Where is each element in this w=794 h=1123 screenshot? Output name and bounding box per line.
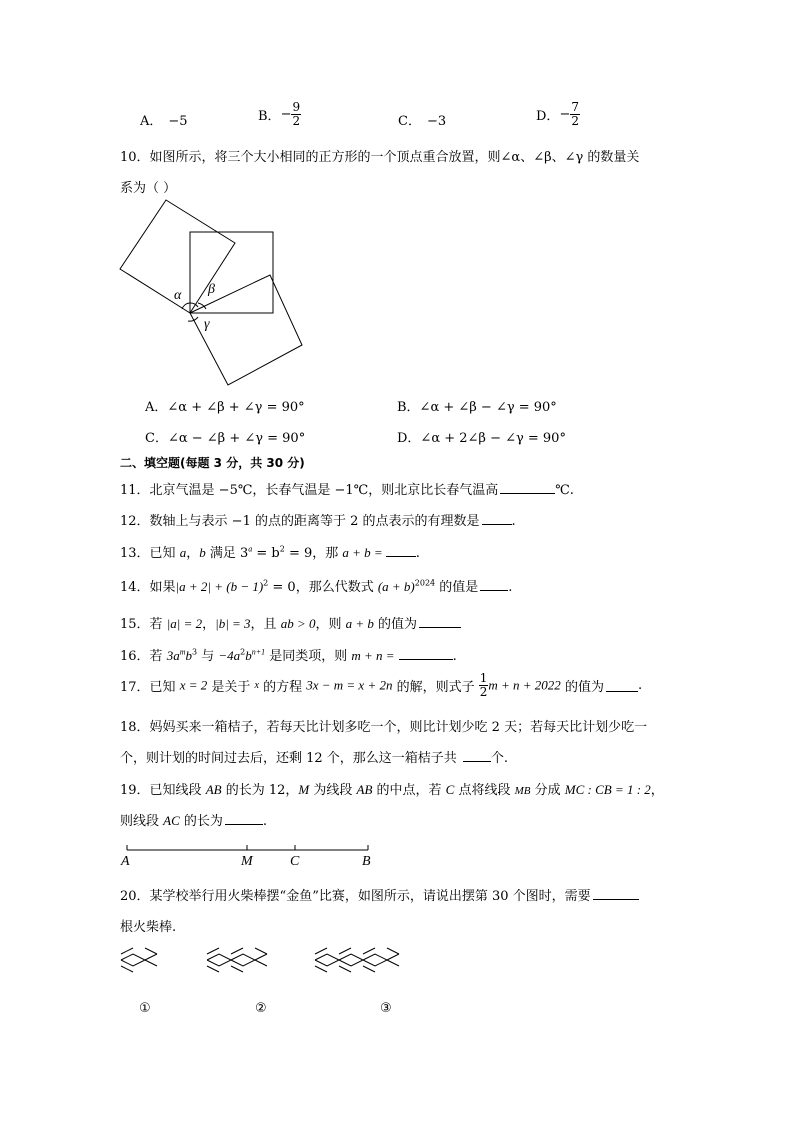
q20-line2: 根火柴棒. (120, 920, 177, 935)
point-m: M (241, 854, 253, 868)
figure-label-3: ③ (380, 1001, 392, 1016)
q11-answer-blank[interactable] (500, 481, 555, 494)
q10-option-a: A．∠α + ∠β + ∠γ = 90° (145, 400, 305, 415)
q9-option-d: D．− $\frac{7}{2}$ (536, 100, 579, 128)
q10-line1: 10．如图所示，将三个大小相同的正方形的一个顶点重合放置，则∠α、∠β、∠γ 的数量关 (120, 150, 640, 165)
q19-line2: 则线段 AC 的长为 . (120, 813, 268, 829)
q18-line1: 18．妈妈买来一箱桔子，若每天比计划多吃一个，则比计划少吃 2 天；若每天比计划少吃一 (120, 720, 648, 735)
figure-label-1: ① (139, 1001, 151, 1016)
q9-option-a: A． −5 (140, 114, 188, 129)
q18-answer-blank[interactable] (463, 749, 491, 762)
q16: 16．若 $3a^mb^3$ 与 $-4a^2b^{n+1}$ 是同类项，则 m + n = . (120, 647, 457, 664)
label-gamma: γ (204, 317, 210, 332)
q9-option-c: C． −3 (398, 114, 447, 129)
q14-answer-blank[interactable] (480, 578, 508, 591)
point-c: C (290, 854, 300, 868)
q20-line1: 20．某学校举行用火柴棒摆“金鱼”比赛，如图所示，请说出摆第 30 个图时，需要 (120, 885, 639, 904)
fish-figure-1 (121, 948, 157, 972)
q17-answer-blank[interactable] (606, 679, 638, 692)
q19-segment-figure (115, 838, 385, 868)
section-2-heading: 二、填空题(每题 3 分，共 30 分) (120, 456, 305, 470)
label-beta: β (208, 282, 215, 297)
point-a: A (121, 854, 130, 868)
q10-squares-figure (110, 195, 310, 390)
q12: 12．数轴上与表示 −1 的点的距离等于 2 的点表示的有理数是 . (120, 514, 516, 529)
q10-option-c: C．∠α − ∠β + ∠γ = 90° (145, 431, 306, 446)
q12-answer-blank[interactable] (482, 512, 512, 525)
q13-answer-blank[interactable] (386, 544, 416, 557)
q20-matchstick-figures (115, 940, 455, 1020)
q13: 13．已知 a，b 满足 $3^a = b^2 = 9$，那 a + b = . (120, 544, 420, 561)
q15-answer-blank[interactable] (419, 615, 461, 628)
q16-answer-blank[interactable] (399, 647, 453, 660)
q10-option-d: D．∠α + 2∠β − ∠γ = 90° (397, 431, 566, 446)
q17: 17．已知 x = 2 是关于 x 的方程 3x − m = x + 2n 的解，则式子 $\frac{1}{2}$ m + n + 2022 的值为 . (120, 671, 643, 699)
q9-option-b: B．− $\frac{9}{2}$ (258, 100, 301, 128)
q11: 11．北京气温是 −5℃，长春气温是 −1℃，则北京比长春气温高 ℃. (120, 483, 574, 498)
q10-line2: 系为（ ） (120, 181, 177, 196)
fish-figure-2 (207, 948, 267, 972)
q14: 14．如果$|a + 2| + (b - 1)^2 = 0$，那么代数式 $(a + b)^{2024}$ 的值是 . (120, 578, 513, 595)
q19-line1: 19．已知线段 AB 的长为 12，M 为线段 AB 的中点，若 C 点将线段 MB 分成 MC : CB = 1 : 2， (120, 782, 664, 798)
q20-answer-blank[interactable] (593, 887, 639, 900)
q19-answer-blank[interactable] (225, 812, 263, 825)
label-alpha: α (174, 288, 182, 303)
q18-line2: 个，则计划的时间过去后，还剩 12 个，那么这一箱桔子共 个. (120, 751, 508, 766)
fish-figure-3 (315, 948, 399, 972)
point-b: B (362, 854, 371, 868)
figure-label-2: ② (255, 1001, 267, 1016)
q15: 15．若 |a| = 2，|b| = 3，且 ab > 0，则 a + b 的值为 (120, 613, 461, 632)
square-middle (190, 232, 273, 313)
q10-option-b: B．∠α + ∠β − ∠γ = 90° (397, 400, 557, 415)
